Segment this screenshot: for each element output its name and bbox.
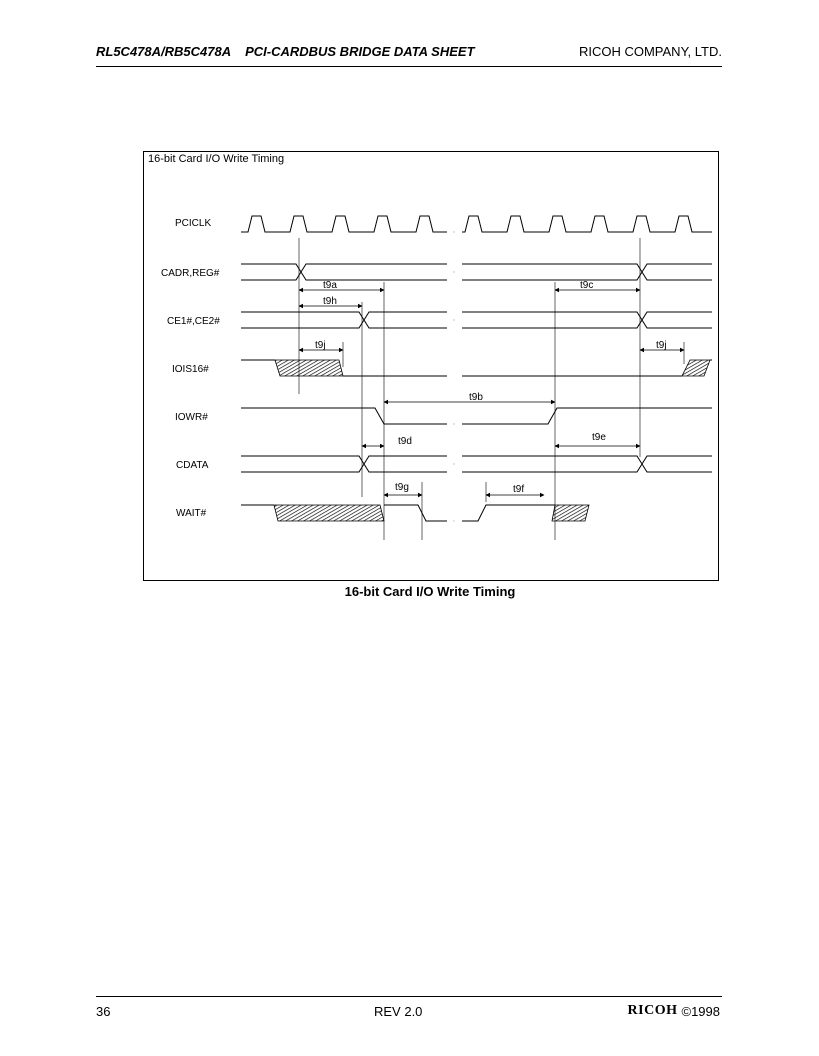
page-header — [96, 44, 722, 67]
timing-label-t9h: t9h — [323, 296, 337, 307]
page-footer — [96, 996, 722, 1023]
signal-label-cadr: CADR,REG# — [161, 268, 220, 279]
ce-waveform — [241, 312, 712, 328]
figure-caption: 16-bit Card I/O Write Timing — [344, 584, 516, 599]
signal-label-ce: CE1#,CE2# — [167, 316, 220, 327]
timing-label-t9b: t9b — [469, 392, 483, 403]
revision: REV 2.0 — [374, 1004, 423, 1019]
signal-label-cdata: CDATA — [176, 460, 209, 471]
footer-brand — [628, 1003, 720, 1019]
iowr-waveform — [241, 408, 712, 424]
page-number: 36 — [96, 1004, 111, 1019]
copyright: ©1998 — [681, 1003, 720, 1019]
signal-label-pciclk: PCICLK — [175, 218, 212, 229]
pciclk-waveform — [241, 216, 712, 232]
timing-label-t9j-left: t9j — [315, 340, 326, 351]
timing-arrows — [299, 290, 684, 495]
iois16-hatch-right — [682, 360, 710, 376]
wait-hatch-right — [552, 505, 589, 521]
document-title: RL5C478A/RB5C478A PCI-CARDBUS BRIDGE DATA SHEET — [96, 44, 475, 59]
cadr-waveform — [241, 264, 712, 280]
wait-hatch-left — [274, 505, 384, 521]
timing-label-t9g: t9g — [395, 482, 409, 493]
timing-diagram — [143, 151, 719, 581]
iois16-hatch-left — [275, 360, 343, 376]
company-name: RICOH COMPANY, LTD. — [578, 44, 722, 59]
signal-label-wait: WAIT# — [176, 508, 207, 519]
signal-label-iois16: IOIS16# — [172, 364, 209, 375]
timing-diagram-svg — [144, 152, 718, 580]
cdata-waveform — [241, 456, 712, 472]
timing-label-t9j-right: t9j — [656, 340, 667, 351]
timing-label-t9a: t9a — [323, 280, 337, 291]
time-break-marks — [453, 231, 454, 521]
timing-label-t9e: t9e — [592, 432, 606, 443]
timing-label-t9c: t9c — [580, 280, 594, 291]
ricoh-logo: RICOH — [627, 1003, 678, 1018]
timing-label-t9d: t9d — [398, 436, 412, 447]
signal-label-iowr: IOWR# — [175, 412, 208, 423]
diagram-title: 16-bit Card I/O Write Timing — [148, 153, 285, 165]
timing-label-t9f: t9f — [513, 484, 525, 495]
